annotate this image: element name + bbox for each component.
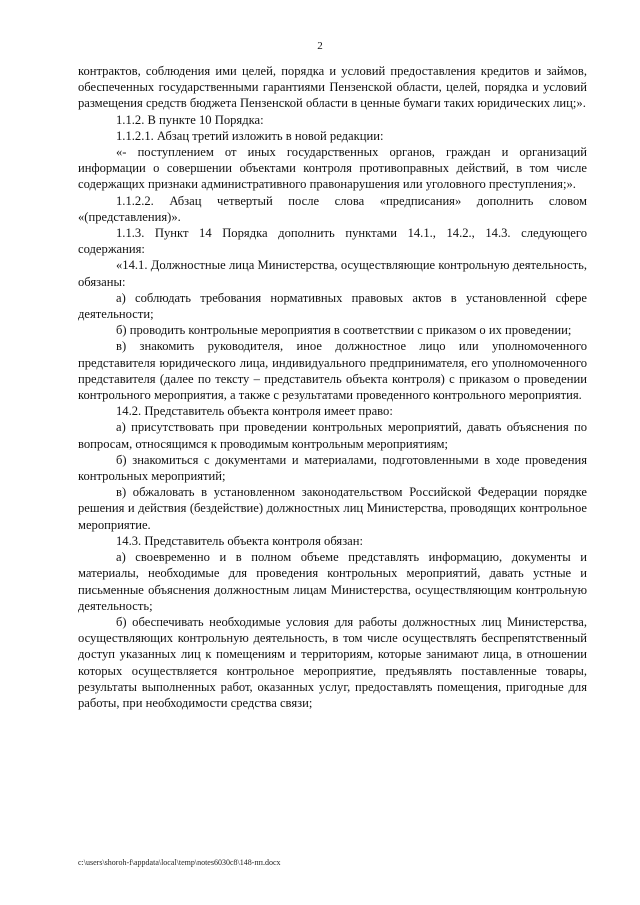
- paragraph-14-1: «14.1. Должностные лица Министерства, осуществляющие контрольную деятельность, обязаны:: [78, 258, 587, 289]
- paragraph-14-2: 14.2. Представитель объекта контроля имеет право:: [116, 404, 393, 419]
- paragraph-14-3-a: а) своевременно и в полном объеме представлять информацию, документы и материалы, необходимые для проведения контрольных мероприятий, давать устные и письменные объяснения должностным лицам Министерства, осуществляющим контрольную деятельность;: [78, 550, 587, 613]
- paragraph-1-1-2-2: 1.1.2.2. Абзац четвертый после слова «предписания» дополнить словом «(представления)».: [78, 193, 587, 224]
- paragraph-14-2-a: а) присутствовать при проведении контрольных мероприятий, давать объяснения по вопросам, относящимся к проводимым контрольным мероприятиям;: [78, 420, 587, 451]
- footer-file-path: c:\users\shoroh-f\appdata\local\temp\notes6030c8\148-пп.docx: [78, 858, 281, 867]
- paragraph-14-1-a: а) соблюдать требования нормативных правовых актов в установленной сфере деятельности;: [78, 290, 587, 322]
- paragraph-14-3-b: б) обеспечивать необходимые условия для работы должностных лиц Министерства, осуществляющих контрольную деятельность, в том числе осуществлять беспрепятственный доступ указанных лиц к помещениям и территориям, которые занимают лица, в отношении которых осуществляется контрольное мероприятие, предъявлять поставленные товары, результаты выполненных работ, оказанных услуг, предоставлять помещения, пригодные для работы, при необходимости средства связи;: [78, 614, 587, 710]
- paragraph-continuation: контрактов, соблюдения ими целей, порядка и условий предоставления кредитов и займов, обеспеченных государственными гарантиями Пензенской области, целей, порядка и условий размещения средств бюджета Пензенской области в ценные бумаги таких юридических лиц;».: [78, 64, 587, 111]
- paragraph-14-3: 14.3. Представитель объекта контроля обязан:: [116, 533, 364, 548]
- paragraph-14-1-v: в) знакомить руководителя, иное должностное лицо или уполномоченного представителя юридического лица, индивидуального предпринимателя, его уполномоченного представителя (далее по тексту – представитель объекта контроля) с приказом о проведении контрольного мероприятия, а также с результатами проведенного контрольного мероприятия.: [78, 339, 587, 403]
- paragraph-14-2-b: б) знакомиться с документами и материалами, подготовленными в ходе проведения контрольных мероприятий;: [78, 452, 587, 484]
- paragraph-quote-receipt: «- поступлением от иных государственных органов, граждан и организаций информации о совершении объектами контроля противоправных действий, в том числе содержащих признаки административного правонарушения или уголовного преступления;».: [78, 145, 587, 192]
- paragraph-1-1-2-1: 1.1.2.1. Абзац третий изложить в новой редакции:: [116, 128, 384, 143]
- paragraph-1-1-3: 1.1.3. Пункт 14 Порядка дополнить пунктами 14.1., 14.2., 14.3. следующего содержания:: [78, 226, 587, 257]
- paragraph-14-2-v: в) обжаловать в установленном законодательством Российской Федерации порядке решения и действия (бездействие) должностных лиц Министерства, проводящих контрольное мероприятие.: [78, 485, 587, 532]
- page-number: 2: [317, 40, 323, 52]
- document-body: [78, 63, 587, 711]
- paragraph-1-1-2: 1.1.2. В пункте 10 Порядка:: [116, 112, 264, 127]
- paragraph-14-1-b: б) проводить контрольные мероприятия в соответствии с приказом о их проведении;: [116, 323, 572, 338]
